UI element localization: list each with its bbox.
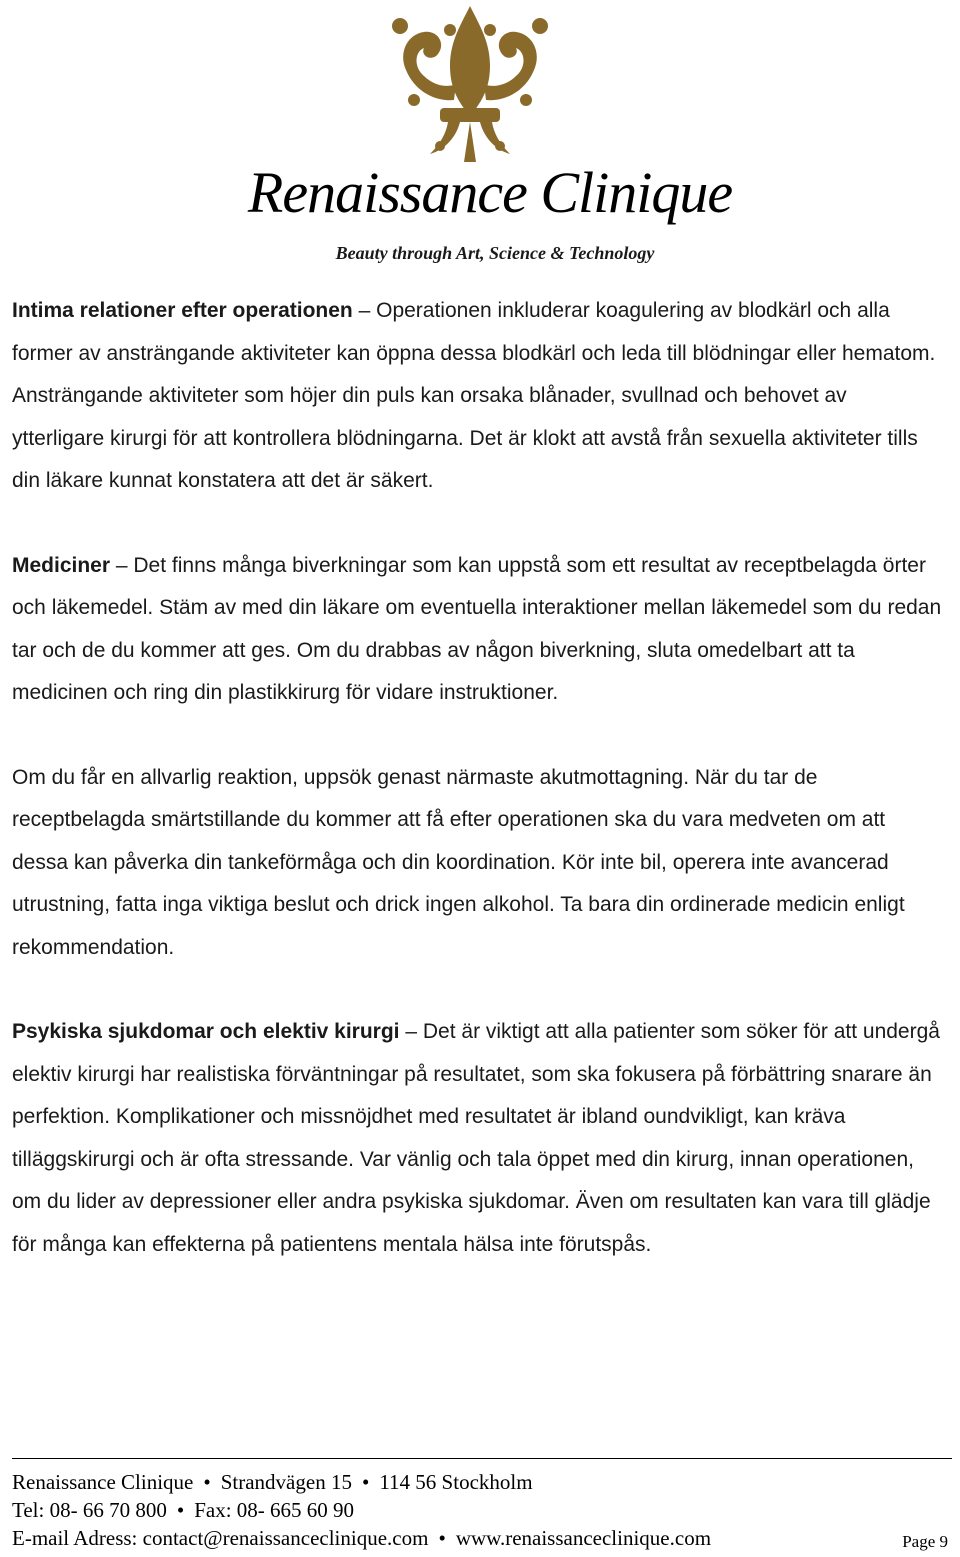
footer-address-line [12, 1468, 952, 1496]
section-heading: Intima relationer efter operationen [12, 299, 353, 322]
footer-phone-line [12, 1496, 952, 1524]
section-medications [12, 545, 942, 715]
header-logo [0, 0, 960, 280]
section-mental-illness [12, 1011, 942, 1266]
footer-bullet: • [203, 1470, 211, 1494]
section-text: Om du får en allvarlig reaktion, uppsök genast närmaste akutmottagning. När du tar de receptbelagda smärtstillande du kommer att få efter operationen ska du vara medveten om att dessa kan påverka din tankeförmåga och din koordination. Kör inte bil, operera inte avancerad utrustning, fatta inga viktiga beslut och drick ingen alkohol. Ta bara din ordinerade medicin enligt rekommendation. [12, 765, 905, 959]
footer-bullet: • [361, 1470, 370, 1494]
brand-name: Renaissance Clinique [247, 160, 733, 225]
footer-bullet: • [176, 1498, 185, 1522]
section-dash: – [352, 299, 377, 322]
section-heading: Psykiska sjukdomar och elektiv kirurgi [12, 1020, 400, 1043]
footer-divider [12, 1458, 952, 1459]
section-dash: – [110, 553, 134, 577]
footer-postal: 114 56 Stockholm [379, 1470, 533, 1494]
footer-clinic-name: Renaissance Clinique [12, 1470, 194, 1494]
section-text: Det är viktigt att alla patienter som söker för att undergå elektiv kirurgi har realistiska förväntningar på resultatet, som ska fokusera på förbättring snarare än perfektion. Komplikationer och missnöjdhet med resultatet är ibland oundvikligt, kan kräva tilläggskirurgi och är ofta stressande. Var vänlig och tala öppet med din kirurg, innan operationen, om du lider av depressioner eller andra psykiska sjukdomar. Även om resultaten kan vara till glädje för många kan effekterna på patientens mentala hälsa inte förutspås. [12, 1020, 940, 1256]
page-number: Page 9 [902, 1532, 948, 1551]
section-dash: – [399, 1020, 423, 1043]
footer-bullet: • [438, 1526, 446, 1550]
footer-web-line [12, 1524, 952, 1552]
brand-tagline: Beauty through Art, Science & Technology [335, 243, 655, 263]
footer-email[interactable]: E-mail Adress: contact@renaissanceclinique.com [12, 1526, 429, 1550]
footer-website[interactable]: www.renaissanceclinique.com [455, 1526, 712, 1550]
section-text: Operationen inkluderar koagulering av blodkärl och alla former av ansträngande aktiviteter kan öppna dessa blodkärl och leda till blödningar eller hematom. Ansträngande aktiviteter som höjer din puls kan orsaka blånader, svullnad och behovet av ytterligare kirurgi för att kontrollera blödningarna. Det är klokt att avstå från sexuella aktiviteter tills din läkare kunnat konstatera att det är säkert. [12, 299, 936, 492]
section-heading: Mediciner [12, 553, 111, 577]
footer [12, 1468, 952, 1552]
footer-fax: Fax: 08- 665 60 90 [194, 1498, 355, 1522]
section-text: Det finns många biverkningar som kan uppstå som ett resultat av receptbelagda örter och läkemedel. Stäm av med din läkare om eventuella interaktioner mellan läkemedel som du redan tar och de du kommer att ges. Om du drabbas av någon biverkning, sluta omedelbart att ta medicinen och ring din plastikkirurg för vidare instruktioner. [12, 553, 942, 704]
footer-tel: Tel: 08- 66 70 800 [12, 1498, 167, 1522]
section-intimate-relations [12, 290, 942, 503]
footer-street: Strandvägen 15 [220, 1470, 352, 1494]
fleur-de-lis-icon [384, 4, 556, 164]
document-body [12, 290, 942, 1266]
section-serious-reaction [12, 757, 942, 970]
